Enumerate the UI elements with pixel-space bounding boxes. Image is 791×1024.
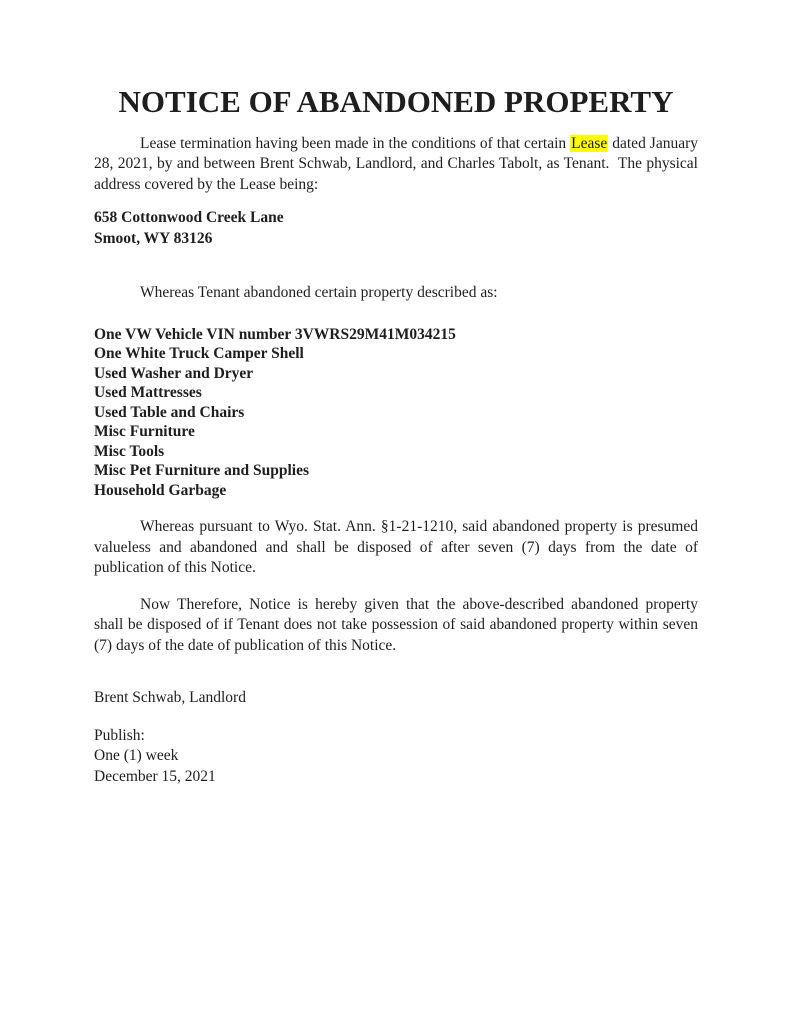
property-list-item: Used Washer and Dryer [94, 364, 254, 382]
property-address-block [94, 208, 698, 249]
publish-date: December 15, 2021 [94, 767, 216, 785]
property-list-item: Used Mattresses [94, 384, 202, 401]
property-list-item: Misc Furniture [94, 423, 195, 440]
address-line-1: 658 Cottonwood Creek Lane [94, 209, 284, 226]
publish-block [94, 726, 698, 788]
publish-duration: One (1) week [94, 747, 179, 764]
address-line-2: Smoot, WY 83126 [94, 229, 213, 247]
intro-text-before: Lease termination having been made in the conditions of that certain [140, 134, 571, 152]
abandoned-property-list [94, 325, 698, 501]
publish-label: Publish: [94, 726, 145, 744]
property-list-item: Misc Tools [94, 442, 165, 460]
document-title: NOTICE OF ABANDONED PROPERTY [118, 84, 674, 119]
intro-paragraph [94, 134, 698, 196]
property-list-item: Household Garbage [94, 481, 227, 499]
whereas-tenant-line: Whereas Tenant abandoned certain property described as: [140, 284, 498, 301]
property-list-item: One White Truck Camper Shell [94, 345, 304, 362]
property-list-item: One VW Vehicle VIN number 3VWRS29M41M034215 [94, 325, 456, 343]
property-list-item: Misc Pet Furniture and Supplies [94, 462, 310, 479]
landlord-signature-line: Brent Schwab, Landlord [94, 689, 246, 706]
intro-text-after: dated January 28, 2021, by and between Brent Schwab, Landlord, and Charles Tabolt, as Tenant. The physical address covered by the Lease being: [94, 134, 698, 193]
statute-paragraph: Whereas pursuant to Wyo. Stat. Ann. §1-21-1210, said abandoned property is presumed valueless and abandoned and shall be disposed of after seven (7) days from the date of publication of this Notice. [94, 518, 698, 576]
therefore-paragraph: Now Therefore, Notice is hereby given that the above-described abandoned property shall be disposed of if Tenant does not take possession of said abandoned property within seven (7) days of the date of publication of this Notice. [94, 595, 698, 654]
highlighted-word-lease: Lease [571, 134, 608, 152]
property-list-item: Used Table and Chairs [94, 403, 245, 421]
